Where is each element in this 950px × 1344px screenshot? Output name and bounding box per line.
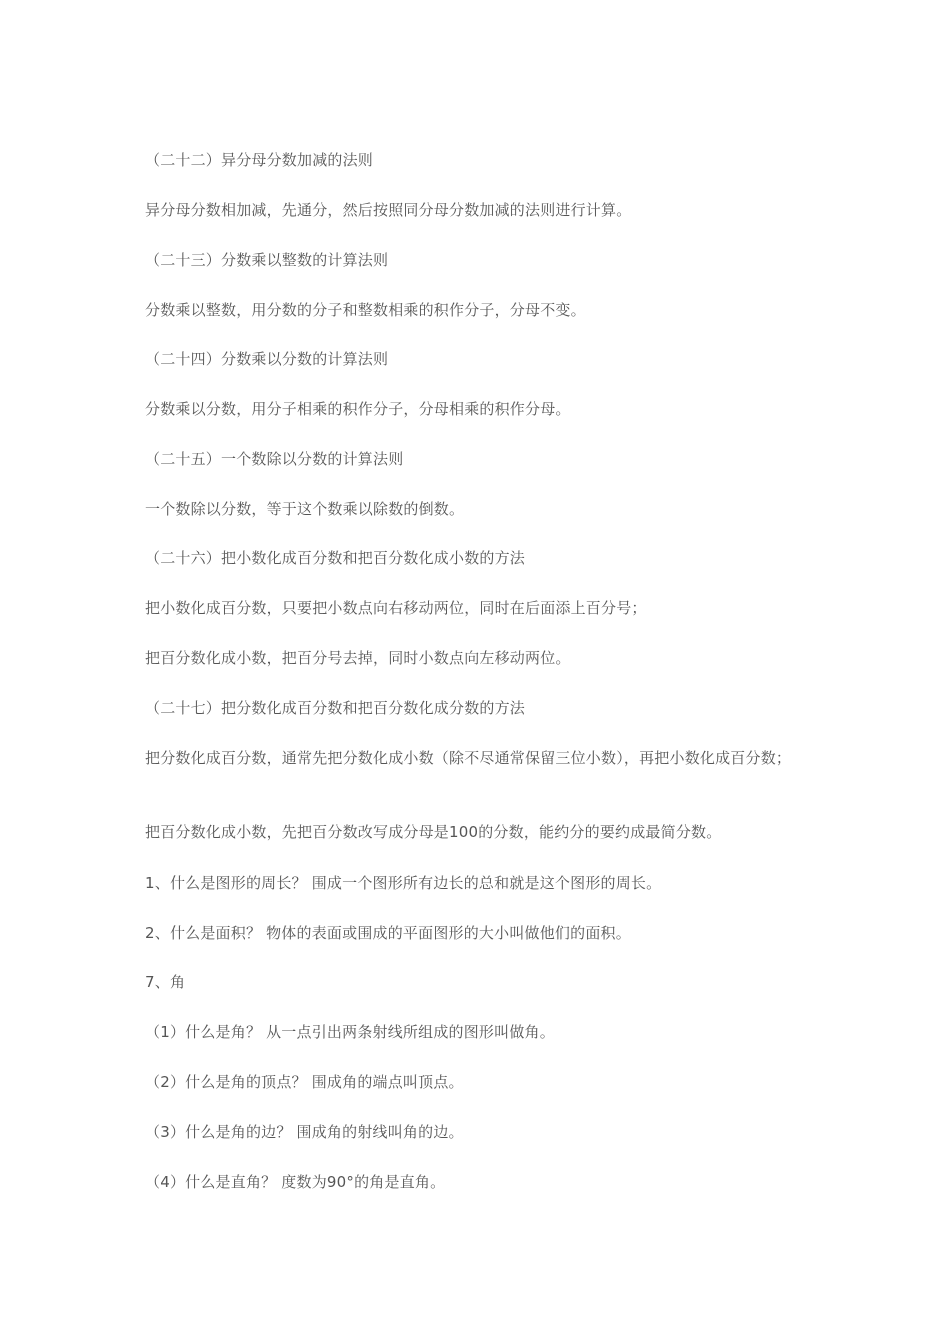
heading-22: （二十二）异分母分数加减的法则	[145, 151, 374, 169]
question-area: 2、什么是面积？ 物体的表面或围成的平面图形的大小叫做他们的面积。	[145, 924, 631, 942]
question-angle: （1）什么是角？ 从一点引出两条射线所组成的图形叫做角。	[145, 1023, 555, 1041]
heading-24: （二十四）分数乘以分数的计算法则	[145, 350, 389, 368]
heading-26: （二十六）把小数化成百分数和把百分数化成小数的方法	[145, 549, 526, 567]
paragraph-rule-24: 分数乘以分数，用分子相乘的积作分子，分母相乘的积作分母。	[145, 400, 571, 418]
heading-25: （二十五）一个数除以分数的计算法则	[145, 450, 404, 468]
paragraph-rule-22: 异分母分数相加减，先通分，然后按照同分母分数加减的法则进行计算。	[145, 201, 632, 219]
paragraph-rule-26b: 把百分数化成小数，把百分号去掉，同时小数点向左移动两位。	[145, 649, 571, 667]
question-right-angle: （4）什么是直角？ 度数为90°的角是直角。	[145, 1173, 446, 1191]
paragraph-rule-26a: 把小数化成百分数，只要把小数点向右移动两位，同时在后面添上百分号；	[145, 599, 647, 617]
paragraph-rule-27b: 把百分数化成小数，先把百分数改写成分母是100的分数，能约分的要约成最简分数。	[145, 823, 722, 841]
question-angle-side: （3）什么是角的边？ 围成角的射线叫角的边。	[145, 1123, 464, 1141]
heading-23: （二十三）分数乘以整数的计算法则	[145, 251, 389, 269]
paragraph-rule-25: 一个数除以分数，等于这个数乘以除数的倒数。	[145, 500, 465, 518]
question-perimeter: 1、什么是图形的周长？ 围成一个图形所有边长的总和就是这个图形的周长。	[145, 874, 662, 892]
question-vertex: （2）什么是角的顶点？ 围成角的端点叫顶点。	[145, 1073, 464, 1091]
paragraph-rule-27a: 把分数化成百分数，通常先把分数化成小数（除不尽通常保留三位小数），再把小数化成百分数；	[145, 749, 792, 767]
section-angle-heading: 7、角	[145, 973, 186, 991]
heading-27: （二十七）把分数化成百分数和把百分数化成分数的方法	[145, 699, 526, 717]
paragraph-rule-23: 分数乘以整数，用分数的分子和整数相乘的积作分子，分母不变。	[145, 301, 586, 319]
